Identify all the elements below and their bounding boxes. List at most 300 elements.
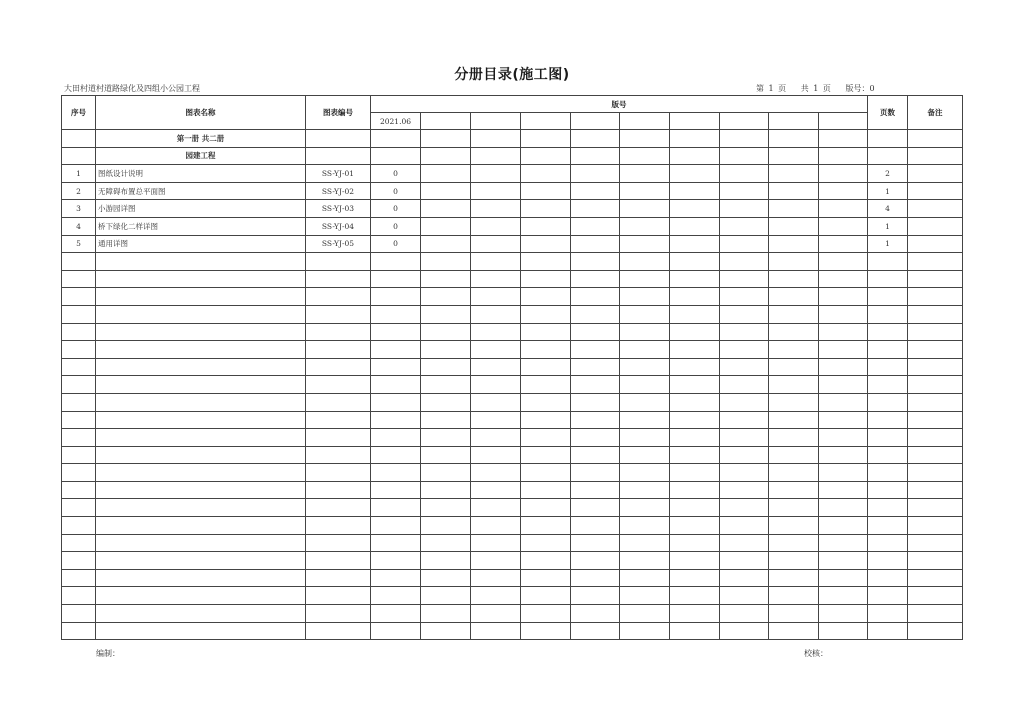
table-cell	[819, 569, 868, 587]
table-cell	[769, 534, 819, 552]
table-cell	[670, 130, 720, 148]
table-cell	[521, 499, 571, 517]
table-cell	[819, 341, 868, 359]
table-cell	[471, 200, 521, 218]
table-cell	[819, 464, 868, 482]
table-cell	[571, 464, 620, 482]
empty-row	[62, 411, 963, 429]
table-cell	[620, 481, 670, 499]
row-version: 0	[371, 200, 421, 218]
table-cell	[769, 622, 819, 640]
table-cell	[908, 464, 963, 482]
table-cell	[769, 235, 819, 253]
table-cell	[571, 376, 620, 394]
table-cell	[670, 305, 720, 323]
table-cell	[96, 534, 306, 552]
table-cell	[306, 464, 371, 482]
table-cell	[670, 517, 720, 535]
table-cell	[96, 481, 306, 499]
table-cell	[306, 358, 371, 376]
table-cell	[819, 534, 868, 552]
table-row	[62, 217, 963, 235]
table-cell	[620, 270, 670, 288]
table-cell	[471, 147, 521, 165]
table-cell	[670, 481, 720, 499]
table-cell	[670, 393, 720, 411]
table-cell	[471, 429, 521, 447]
table-cell	[421, 270, 471, 288]
row-code: SS-YJ-03	[306, 200, 371, 218]
table-cell	[670, 235, 720, 253]
table-cell	[521, 288, 571, 306]
header-remarks: 备注	[908, 96, 963, 130]
empty-row	[62, 288, 963, 306]
table-cell	[720, 358, 769, 376]
table-cell	[908, 305, 963, 323]
table-cell	[670, 270, 720, 288]
table-cell	[421, 305, 471, 323]
table-cell	[521, 323, 571, 341]
table-cell	[670, 622, 720, 640]
table-cell	[96, 358, 306, 376]
table-cell	[769, 130, 819, 148]
table-cell	[306, 411, 371, 429]
empty-row	[62, 499, 963, 517]
checked-by-label: 校核：	[804, 649, 828, 658]
table-cell	[96, 253, 306, 271]
row-version: 0	[371, 217, 421, 235]
table-cell	[371, 481, 421, 499]
table-cell	[371, 288, 421, 306]
table-cell	[620, 464, 670, 482]
table-cell	[908, 147, 963, 165]
empty-row	[62, 429, 963, 447]
table-cell	[371, 446, 421, 464]
table-cell	[620, 622, 670, 640]
table-cell	[908, 534, 963, 552]
table-cell	[819, 305, 868, 323]
table-cell	[421, 358, 471, 376]
table-cell	[371, 305, 421, 323]
table-cell	[306, 253, 371, 271]
table-cell	[868, 587, 908, 605]
table-cell	[421, 376, 471, 394]
table-cell	[720, 341, 769, 359]
table-cell	[62, 534, 96, 552]
table-cell	[868, 411, 908, 429]
table-cell	[471, 323, 521, 341]
table-cell	[571, 393, 620, 411]
table-cell	[819, 481, 868, 499]
table-row	[62, 235, 963, 253]
row-name: 图纸设计说明	[96, 165, 306, 183]
table-cell	[720, 305, 769, 323]
table-cell	[620, 376, 670, 394]
table-cell	[819, 517, 868, 535]
row-pages: 4	[868, 200, 908, 218]
table-row	[62, 200, 963, 218]
table-cell	[96, 569, 306, 587]
table-cell	[868, 288, 908, 306]
table-cell	[769, 200, 819, 218]
table-cell	[720, 288, 769, 306]
row-pages: 1	[868, 217, 908, 235]
table-cell	[571, 305, 620, 323]
table-cell	[819, 217, 868, 235]
table-cell	[571, 270, 620, 288]
table-cell	[62, 147, 96, 165]
table-cell	[908, 288, 963, 306]
table-cell	[868, 358, 908, 376]
table-cell	[670, 147, 720, 165]
table-cell	[868, 481, 908, 499]
table-cell	[908, 376, 963, 394]
table-cell	[908, 499, 963, 517]
table-cell	[720, 464, 769, 482]
table-cell	[769, 393, 819, 411]
table-cell	[471, 235, 521, 253]
table-cell	[521, 305, 571, 323]
table-cell	[769, 341, 819, 359]
table-cell	[371, 429, 421, 447]
table-cell	[620, 305, 670, 323]
table-cell	[571, 147, 620, 165]
row-name: 通用详图	[96, 235, 306, 253]
table-cell	[620, 288, 670, 306]
table-cell	[521, 446, 571, 464]
table-cell	[868, 552, 908, 570]
table-cell	[670, 358, 720, 376]
table-cell	[521, 552, 571, 570]
table-cell	[769, 253, 819, 271]
empty-row	[62, 464, 963, 482]
table-cell	[670, 217, 720, 235]
table-cell	[62, 130, 96, 148]
table-cell	[306, 605, 371, 623]
row-remarks	[908, 165, 963, 183]
empty-row	[62, 323, 963, 341]
table-cell	[819, 376, 868, 394]
table-cell	[819, 587, 868, 605]
table-cell	[471, 499, 521, 517]
table-cell	[571, 253, 620, 271]
table-cell	[96, 288, 306, 306]
table-cell	[908, 393, 963, 411]
empty-row	[62, 517, 963, 535]
table-cell	[571, 182, 620, 200]
table-cell	[62, 393, 96, 411]
table-cell	[720, 552, 769, 570]
table-cell	[571, 200, 620, 218]
table-cell	[62, 517, 96, 535]
table-cell	[96, 517, 306, 535]
table-cell	[571, 165, 620, 183]
table-cell	[720, 499, 769, 517]
table-cell	[720, 605, 769, 623]
table-cell	[471, 376, 521, 394]
table-cell	[769, 323, 819, 341]
table-cell	[371, 411, 421, 429]
section-title: 园建工程	[96, 147, 306, 165]
table-cell	[819, 235, 868, 253]
table-cell	[819, 165, 868, 183]
table-cell	[819, 552, 868, 570]
table-cell	[868, 517, 908, 535]
section-title: 第一册 共二册	[96, 130, 306, 148]
table-cell	[670, 288, 720, 306]
table-cell	[306, 130, 371, 148]
table-cell	[720, 481, 769, 499]
table-cell	[371, 499, 421, 517]
table-cell	[620, 587, 670, 605]
table-cell	[62, 446, 96, 464]
table-cell	[670, 464, 720, 482]
table-cell	[769, 305, 819, 323]
row-code: SS-YJ-02	[306, 182, 371, 200]
table-cell	[421, 481, 471, 499]
empty-row	[62, 393, 963, 411]
table-cell	[471, 534, 521, 552]
row-pages: 2	[868, 165, 908, 183]
table-cell	[96, 464, 306, 482]
table-cell	[908, 270, 963, 288]
table-cell	[620, 323, 670, 341]
table-cell	[421, 587, 471, 605]
table-cell	[670, 323, 720, 341]
table-cell	[819, 288, 868, 306]
table-cell	[620, 182, 670, 200]
table-cell	[720, 182, 769, 200]
row-seq: 5	[62, 235, 96, 253]
table-cell	[769, 499, 819, 517]
table-cell	[306, 323, 371, 341]
row-remarks	[908, 235, 963, 253]
table-cell	[720, 429, 769, 447]
table-cell	[620, 165, 670, 183]
table-cell	[868, 429, 908, 447]
table-cell	[371, 622, 421, 640]
empty-row	[62, 446, 963, 464]
table-cell	[96, 622, 306, 640]
table-cell	[720, 376, 769, 394]
table-cell	[96, 552, 306, 570]
table-cell	[620, 552, 670, 570]
table-cell	[670, 587, 720, 605]
row-remarks	[908, 182, 963, 200]
row-seq: 2	[62, 182, 96, 200]
table-cell	[471, 182, 521, 200]
table-cell	[471, 411, 521, 429]
table-cell	[521, 464, 571, 482]
table-cell	[521, 235, 571, 253]
table-cell	[720, 587, 769, 605]
table-cell	[769, 147, 819, 165]
table-cell	[620, 358, 670, 376]
table-cell	[521, 605, 571, 623]
table-cell	[720, 534, 769, 552]
table-cell	[868, 605, 908, 623]
table-cell	[471, 481, 521, 499]
table-cell	[868, 305, 908, 323]
row-pages: 1	[868, 235, 908, 253]
page-info	[756, 83, 885, 94]
table-cell	[306, 569, 371, 587]
table-cell	[371, 393, 421, 411]
row-pages: 1	[868, 182, 908, 200]
table-cell	[620, 393, 670, 411]
table-cell	[908, 622, 963, 640]
table-cell	[620, 605, 670, 623]
table-cell	[819, 622, 868, 640]
table-cell	[908, 411, 963, 429]
table-cell	[421, 217, 471, 235]
table-cell	[371, 587, 421, 605]
table-cell	[306, 587, 371, 605]
empty-row	[62, 305, 963, 323]
table-cell	[908, 569, 963, 587]
table-cell	[571, 411, 620, 429]
version-cell	[769, 113, 819, 130]
table-cell	[421, 569, 471, 587]
empty-row	[62, 552, 963, 570]
table-cell	[371, 552, 421, 570]
table-cell	[471, 358, 521, 376]
empty-row	[62, 605, 963, 623]
table-cell	[421, 147, 471, 165]
table-cell	[571, 358, 620, 376]
table-cell	[371, 253, 421, 271]
table-cell	[720, 253, 769, 271]
table-cell	[620, 534, 670, 552]
table-cell	[62, 499, 96, 517]
table-cell	[868, 270, 908, 288]
table-cell	[306, 341, 371, 359]
table-cell	[908, 552, 963, 570]
table-cell	[819, 499, 868, 517]
table-cell	[471, 552, 521, 570]
table-cell	[571, 446, 620, 464]
table-cell	[371, 534, 421, 552]
table-cell	[720, 393, 769, 411]
version-cell	[720, 113, 769, 130]
table-cell	[62, 552, 96, 570]
table-cell	[720, 517, 769, 535]
table-cell	[571, 235, 620, 253]
table-cell	[769, 587, 819, 605]
table-row	[62, 165, 963, 183]
table-cell	[819, 182, 868, 200]
table-cell	[620, 411, 670, 429]
table-cell	[908, 587, 963, 605]
version-cell	[571, 113, 620, 130]
row-code: SS-YJ-04	[306, 217, 371, 235]
table-cell	[571, 569, 620, 587]
table-cell	[371, 341, 421, 359]
table-cell	[620, 341, 670, 359]
table-cell	[571, 622, 620, 640]
table-cell	[670, 429, 720, 447]
table-cell	[306, 534, 371, 552]
table-cell	[720, 235, 769, 253]
table-cell	[819, 411, 868, 429]
revision-number: 版号：0	[845, 84, 875, 93]
table-cell	[908, 517, 963, 535]
header-seq: 序号	[62, 96, 96, 130]
table-cell	[769, 411, 819, 429]
table-cell	[868, 341, 908, 359]
table-cell	[371, 569, 421, 587]
table-cell	[62, 358, 96, 376]
table-cell	[868, 323, 908, 341]
table-cell	[371, 605, 421, 623]
table-cell	[471, 217, 521, 235]
table-cell	[96, 376, 306, 394]
table-cell	[371, 130, 421, 148]
table-cell	[819, 446, 868, 464]
table-cell	[521, 270, 571, 288]
table-cell	[371, 464, 421, 482]
table-cell	[521, 517, 571, 535]
table-cell	[96, 323, 306, 341]
table-cell	[620, 517, 670, 535]
table-cell	[868, 464, 908, 482]
table-cell	[620, 446, 670, 464]
table-cell	[908, 253, 963, 271]
table-cell	[62, 376, 96, 394]
table-cell	[819, 147, 868, 165]
table-cell	[521, 341, 571, 359]
table-cell	[96, 429, 306, 447]
empty-row	[62, 534, 963, 552]
table-cell	[421, 235, 471, 253]
table-cell	[471, 305, 521, 323]
drawing-index-table	[61, 95, 963, 640]
header-version: 版号	[371, 96, 868, 113]
table-cell	[306, 393, 371, 411]
empty-row	[62, 376, 963, 394]
table-cell	[471, 587, 521, 605]
table-cell	[571, 552, 620, 570]
empty-row	[62, 481, 963, 499]
table-cell	[670, 605, 720, 623]
table-cell	[620, 147, 670, 165]
table-cell	[62, 569, 96, 587]
table-cell	[908, 429, 963, 447]
table-cell	[471, 341, 521, 359]
table-cell	[306, 376, 371, 394]
table-cell	[521, 147, 571, 165]
table-cell	[471, 270, 521, 288]
table-cell	[62, 341, 96, 359]
row-seq: 3	[62, 200, 96, 218]
table-cell	[521, 200, 571, 218]
row-code: SS-YJ-05	[306, 235, 371, 253]
table-cell	[521, 622, 571, 640]
table-cell	[769, 552, 819, 570]
table-cell	[819, 253, 868, 271]
table-cell	[62, 587, 96, 605]
table-cell	[421, 288, 471, 306]
table-cell	[908, 323, 963, 341]
table-cell	[471, 393, 521, 411]
table-cell	[306, 622, 371, 640]
table-cell	[868, 130, 908, 148]
table-cell	[769, 481, 819, 499]
table-cell	[769, 569, 819, 587]
table-cell	[720, 411, 769, 429]
empty-row	[62, 341, 963, 359]
table-cell	[306, 305, 371, 323]
